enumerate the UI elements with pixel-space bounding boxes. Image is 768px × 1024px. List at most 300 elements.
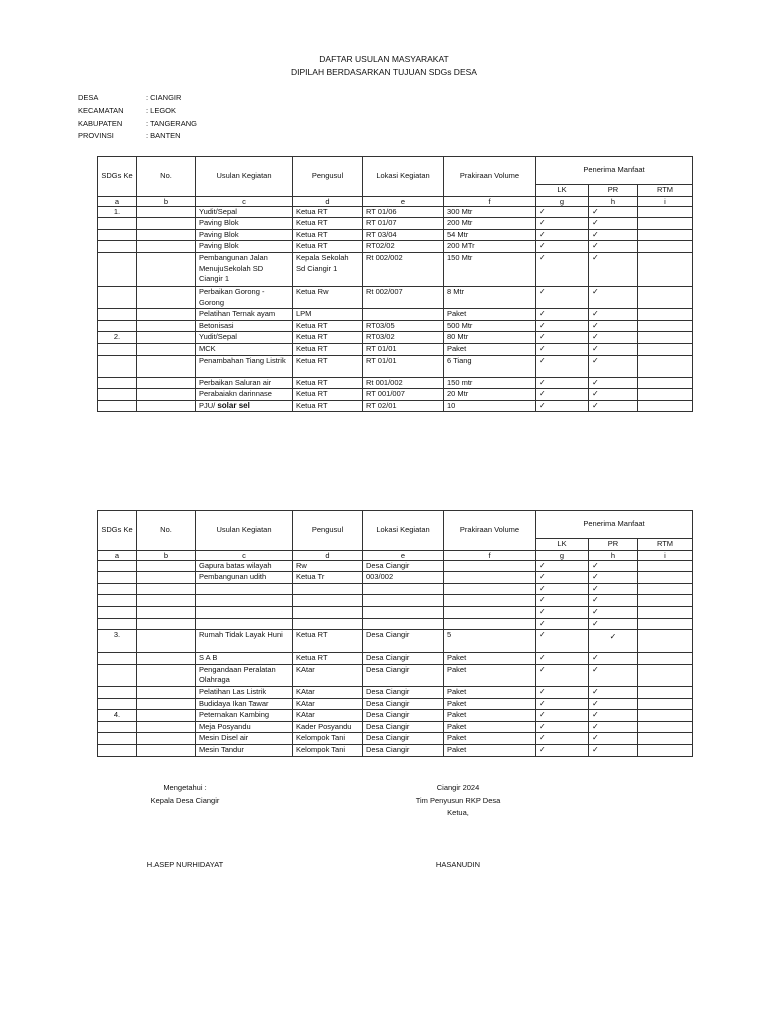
check-mark-icon: ✓: [592, 606, 599, 616]
pr-cell: [589, 389, 638, 401]
lokasi-cell: Desa Ciangir: [363, 744, 444, 756]
check-mark-icon: ✓: [539, 664, 546, 674]
sdgs-cell: 4.: [98, 710, 137, 722]
check-mark-icon: ✓: [592, 744, 599, 754]
volume-cell: Paket: [444, 664, 536, 686]
usulan-cell: Paving Blok: [196, 229, 293, 241]
pr-cell: [589, 332, 638, 344]
header-volume: Prakiraan Volume: [444, 157, 536, 197]
document-subtitle: DIPILAH BERDASARKAN TUJUAN SDGs DESA: [291, 67, 477, 77]
sdgs-cell: [98, 664, 137, 686]
header-lk: LK: [536, 185, 589, 197]
no-cell: [137, 733, 196, 745]
rtm-cell: [638, 218, 693, 230]
letter-cell: g: [536, 550, 589, 560]
check-mark-icon: ✓: [592, 343, 599, 353]
volume-cell: Paket: [444, 710, 536, 722]
pengusul-cell: Ketua RT: [293, 389, 363, 401]
rtm-cell: [638, 206, 693, 218]
letter-cell: b: [137, 550, 196, 560]
lk-cell: [536, 355, 589, 377]
pengusul-cell: Ketua RT: [293, 355, 363, 377]
no-cell: [137, 721, 196, 733]
volume-cell: [444, 618, 536, 630]
volume-cell: 10: [444, 400, 536, 412]
sdgs-cell: [98, 733, 137, 745]
header-pengusul: Pengusul: [293, 157, 363, 197]
rtm-cell: [638, 252, 693, 286]
lokasi-cell: RT 01/01: [363, 355, 444, 377]
letter-cell: g: [536, 196, 589, 206]
lk-cell: [536, 618, 589, 630]
header-no: No.: [137, 511, 196, 551]
letter-cell: c: [196, 550, 293, 560]
pengusul-cell: [293, 618, 363, 630]
pengusul-cell: Ketua RT: [293, 320, 363, 332]
lk-cell: [536, 400, 589, 412]
check-mark-icon: ✓: [592, 698, 599, 708]
header-rtm: RTM: [638, 539, 693, 551]
check-mark-icon: ✓: [592, 710, 599, 720]
table-row: [98, 686, 693, 698]
document-title: DAFTAR USULAN MASYARAKAT: [319, 54, 449, 64]
rtm-cell: [638, 698, 693, 710]
lk-cell: [536, 698, 589, 710]
lk-cell: [536, 686, 589, 698]
table-row: [98, 355, 693, 377]
table-row: [98, 583, 693, 595]
check-mark-icon: ✓: [592, 560, 599, 570]
usulan-cell: Rumah Tidak Layak Huni: [196, 630, 293, 653]
check-mark-icon: ✓: [539, 686, 546, 696]
pengusul-cell: Kepala Sekolah Sd Ciangir 1: [293, 252, 363, 286]
pr-cell: [589, 686, 638, 698]
pr-cell: [589, 377, 638, 389]
volume-cell: Paket: [444, 698, 536, 710]
usulan-cell: Perbaikan Saluran air: [196, 377, 293, 389]
pengusul-cell: [293, 606, 363, 618]
sdgs-cell: [98, 229, 137, 241]
lk-cell: [536, 252, 589, 286]
header-pengusul: Pengusul: [293, 511, 363, 551]
volume-cell: 150 Mtr: [444, 252, 536, 286]
lokasi-cell: [363, 595, 444, 607]
volume-cell: Paket: [444, 733, 536, 745]
check-mark-icon: ✓: [539, 653, 546, 663]
rtm-cell: [638, 286, 693, 308]
rtm-cell: [638, 355, 693, 377]
check-mark-icon: ✓: [592, 377, 599, 387]
signature-right-line1: Ciangir 2024: [436, 783, 480, 792]
volume-cell: 150 mtr: [444, 377, 536, 389]
info-desa: [78, 92, 197, 105]
info-label: KECAMATAN: [78, 105, 124, 115]
sdgs-cell: 1.: [98, 206, 137, 218]
usulan-cell: [196, 606, 293, 618]
usulan-cell: Gapura batas wilayah: [196, 560, 293, 572]
rtm-cell: [638, 332, 693, 344]
pr-cell: [589, 653, 638, 665]
pr-cell: [589, 664, 638, 686]
sdgs-cell: [98, 309, 137, 321]
table-row: [98, 630, 693, 653]
lokasi-cell: Desa Ciangir: [363, 653, 444, 665]
check-mark-icon: ✓: [539, 252, 546, 262]
table-row: [98, 206, 693, 218]
lokasi-cell: Desa Ciangir: [363, 664, 444, 686]
letter-cell: a: [98, 196, 137, 206]
volume-cell: Paket: [444, 309, 536, 321]
rtm-cell: [638, 630, 693, 653]
lokasi-cell: RT 02/01: [363, 400, 444, 412]
no-cell: [137, 355, 196, 377]
volume-cell: Paket: [444, 343, 536, 355]
lk-cell: [536, 744, 589, 756]
rtm-cell: [638, 744, 693, 756]
check-mark-icon: ✓: [592, 618, 599, 628]
lokasi-cell: RT 01/06: [363, 206, 444, 218]
check-mark-icon: ✓: [539, 309, 546, 319]
pengusul-cell: Ketua RT: [293, 218, 363, 230]
no-cell: [137, 606, 196, 618]
volume-cell: 5: [444, 630, 536, 653]
table-row: [98, 400, 693, 412]
lk-cell: [536, 286, 589, 308]
lk-cell: [536, 572, 589, 584]
check-mark-icon: ✓: [592, 332, 599, 342]
pr-cell: [589, 710, 638, 722]
letter-cell: i: [638, 550, 693, 560]
pengusul-cell: Ketua RT: [293, 332, 363, 344]
check-mark-icon: ✓: [539, 320, 546, 330]
lk-cell: [536, 332, 589, 344]
rtm-cell: [638, 733, 693, 745]
rtm-cell: [638, 606, 693, 618]
sdgs-cell: [98, 389, 137, 401]
sdgs-cell: [98, 653, 137, 665]
table-row: [98, 618, 693, 630]
usulan-cell: [196, 595, 293, 607]
pengusul-cell: Ketua RT: [293, 206, 363, 218]
lk-cell: [536, 241, 589, 253]
sdgs-cell: [98, 606, 137, 618]
no-cell: [137, 710, 196, 722]
lk-cell: [536, 721, 589, 733]
pengusul-cell: Ketua RT: [293, 241, 363, 253]
usulan-cell: Mesin Disel air: [196, 733, 293, 745]
volume-cell: 8 Mtr: [444, 286, 536, 308]
pengusul-cell: [293, 595, 363, 607]
signature-right: [395, 782, 521, 820]
table-row: [98, 332, 693, 344]
pr-cell: [589, 606, 638, 618]
pr-cell: [589, 206, 638, 218]
check-mark-icon: ✓: [592, 686, 599, 696]
rtm-cell: [638, 721, 693, 733]
pr-cell: [589, 309, 638, 321]
table-row: [98, 733, 693, 745]
no-cell: [137, 343, 196, 355]
letter-cell: f: [444, 550, 536, 560]
volume-cell: Paket: [444, 744, 536, 756]
sdgs-cell: [98, 560, 137, 572]
rtm-cell: [638, 241, 693, 253]
letter-cell: d: [293, 196, 363, 206]
signature-right-name: HASANUDIN: [435, 860, 481, 869]
letter-cell: h: [589, 550, 638, 560]
pr-cell: [589, 595, 638, 607]
lk-cell: [536, 606, 589, 618]
lokasi-cell: 003/002: [363, 572, 444, 584]
check-mark-icon: ✓: [592, 241, 599, 251]
check-mark-icon: ✓: [592, 355, 599, 365]
usulan-cell: Mesin Tandur: [196, 744, 293, 756]
check-mark-icon: ✓: [539, 630, 546, 640]
pr-cell: [589, 572, 638, 584]
no-cell: [137, 686, 196, 698]
rtm-cell: [638, 664, 693, 686]
rtm-cell: [638, 309, 693, 321]
lk-cell: [536, 560, 589, 572]
header-sdgs: SDGs Ke: [98, 511, 137, 551]
usulan-bold: solar sel: [217, 400, 250, 410]
volume-cell: [444, 606, 536, 618]
check-mark-icon: ✓: [539, 241, 546, 251]
check-mark-icon: ✓: [592, 583, 599, 593]
lokasi-cell: RT02/02: [363, 241, 444, 253]
sdgs-cell: 2.: [98, 332, 137, 344]
info-label: PROVINSI: [78, 131, 114, 141]
usulan-cell: [196, 618, 293, 630]
info-kabupaten: [78, 118, 197, 131]
no-cell: [137, 572, 196, 584]
letter-cell: c: [196, 196, 293, 206]
check-mark-icon: ✓: [592, 653, 599, 663]
check-mark-icon: ✓: [539, 744, 546, 754]
rtm-cell: [638, 710, 693, 722]
table-row: [98, 664, 693, 686]
usulan-cell: [196, 400, 293, 412]
pr-cell: [589, 355, 638, 377]
no-cell: [137, 560, 196, 572]
no-cell: [137, 664, 196, 686]
rtm-cell: [638, 400, 693, 412]
check-mark-icon: ✓: [592, 389, 599, 399]
no-cell: [137, 320, 196, 332]
lk-cell: [536, 320, 589, 332]
lk-cell: [536, 389, 589, 401]
check-mark-icon: ✓: [539, 400, 546, 410]
usulan-cell: Pengandaan Peralatan Olahraga: [196, 664, 293, 686]
pengusul-cell: KAtar: [293, 664, 363, 686]
table-row: [98, 744, 693, 756]
table-row: [98, 241, 693, 253]
header-pr: PR: [589, 539, 638, 551]
sdgs-cell: [98, 583, 137, 595]
check-mark-icon: ✓: [539, 343, 546, 353]
lk-cell: [536, 733, 589, 745]
letter-cell: f: [444, 196, 536, 206]
rtm-cell: [638, 560, 693, 572]
lk-cell: [536, 377, 589, 389]
sdgs-cell: [98, 252, 137, 286]
check-mark-icon: ✓: [592, 309, 599, 319]
volume-cell: Paket: [444, 721, 536, 733]
check-mark-icon: ✓: [539, 572, 546, 582]
volume-cell: Paket: [444, 686, 536, 698]
pengusul-cell: KAtar: [293, 710, 363, 722]
pengusul-cell: KAtar: [293, 698, 363, 710]
letter-cell: i: [638, 196, 693, 206]
no-cell: [137, 630, 196, 653]
usulan-prefix: PJU/: [199, 400, 218, 410]
no-cell: [137, 583, 196, 595]
volume-cell: [444, 583, 536, 595]
table-row: [98, 377, 693, 389]
usulan-cell: Paving Blok: [196, 218, 293, 230]
lokasi-cell: Desa Ciangir: [363, 686, 444, 698]
lokasi-cell: Desa Ciangir: [363, 630, 444, 653]
table-row: [98, 606, 693, 618]
usulan-cell: Perabaiakn darinnase: [196, 389, 293, 401]
no-cell: [137, 653, 196, 665]
table-row: [98, 572, 693, 584]
pr-cell: [589, 733, 638, 745]
check-mark-icon: ✓: [539, 218, 546, 228]
lokasi-cell: Rt 002/002: [363, 252, 444, 286]
lokasi-cell: Desa Ciangir: [363, 698, 444, 710]
volume-cell: 80 Mtr: [444, 332, 536, 344]
usulan-cell: Yudit/Sepal: [196, 332, 293, 344]
check-mark-icon: ✓: [539, 618, 546, 628]
pr-cell: [589, 320, 638, 332]
no-cell: [137, 252, 196, 286]
check-mark-icon: ✓: [539, 710, 546, 720]
sdgs-cell: [98, 744, 137, 756]
pengusul-cell: Kader Posyandu: [293, 721, 363, 733]
check-mark-icon: ✓: [592, 733, 599, 743]
lokasi-cell: Desa Ciangir: [363, 710, 444, 722]
info-value: : CIANGIR: [146, 93, 182, 102]
sdgs-cell: [98, 572, 137, 584]
no-cell: [137, 332, 196, 344]
check-mark-icon: ✓: [539, 229, 546, 239]
rtm-cell: [638, 572, 693, 584]
rtm-cell: [638, 343, 693, 355]
lokasi-cell: [363, 583, 444, 595]
lk-cell: [536, 206, 589, 218]
header-penerima: Penerima Manfaat: [536, 511, 693, 539]
sdgs-cell: [98, 400, 137, 412]
volume-cell: [444, 595, 536, 607]
check-mark-icon: ✓: [592, 572, 599, 582]
usulan-cell: S A B: [196, 653, 293, 665]
signature-right-line3: Ketua,: [447, 808, 469, 817]
signature-left: [130, 782, 240, 807]
table-row: [98, 653, 693, 665]
signature-left-name: H.ASEP NURHIDAYAT: [146, 860, 224, 869]
pr-cell: [589, 583, 638, 595]
pr-cell: [589, 744, 638, 756]
pr-cell: [589, 343, 638, 355]
check-mark-icon: ✓: [539, 286, 546, 296]
usulan-cell: Betonisasi: [196, 320, 293, 332]
table-row: [98, 595, 693, 607]
table-row: [98, 320, 693, 332]
lk-cell: [536, 229, 589, 241]
pengusul-cell: LPM: [293, 309, 363, 321]
header-usulan: Usulan Kegiatan: [196, 157, 293, 197]
usulan-cell: Paving Blok: [196, 241, 293, 253]
no-cell: [137, 286, 196, 308]
no-cell: [137, 229, 196, 241]
rtm-cell: [638, 653, 693, 665]
lk-cell: [536, 218, 589, 230]
usulan-cell: Yudit/Sepal: [196, 206, 293, 218]
rtm-cell: [638, 229, 693, 241]
header-lk: LK: [536, 539, 589, 551]
lk-cell: [536, 710, 589, 722]
info-provinsi: [78, 130, 197, 143]
lokasi-cell: Desa Ciangir: [363, 721, 444, 733]
no-cell: [137, 206, 196, 218]
pr-cell: [589, 252, 638, 286]
check-mark-icon: ✓: [609, 632, 617, 642]
check-mark-icon: ✓: [592, 595, 599, 605]
info-value: : LEGOK: [146, 105, 177, 115]
pr-cell: [589, 618, 638, 630]
usulan-cell: [196, 583, 293, 595]
volume-cell: [444, 560, 536, 572]
usulan-cell: Pelatihan Ternak ayam: [196, 309, 293, 321]
pr-cell: [589, 286, 638, 308]
check-mark-icon: ✓: [592, 320, 599, 330]
header-rtm: RTM: [638, 185, 693, 197]
sdgs-cell: [98, 721, 137, 733]
sdgs-cell: [98, 618, 137, 630]
lk-cell: [536, 595, 589, 607]
usulan-cell: Budidaya Ikan Tawar: [196, 698, 293, 710]
check-mark-icon: ✓: [539, 560, 546, 570]
usulan-cell: Perbaikan Gorong - Gorong: [196, 286, 293, 308]
table-row: [98, 721, 693, 733]
rtm-cell: [638, 595, 693, 607]
check-mark-icon: ✓: [592, 664, 599, 674]
table-row: [98, 309, 693, 321]
pengusul-cell: Rw: [293, 560, 363, 572]
check-mark-icon: ✓: [539, 583, 546, 593]
lk-cell: [536, 343, 589, 355]
lk-cell: [536, 653, 589, 665]
letter-cell: e: [363, 196, 444, 206]
proposal-table-1: [97, 156, 693, 412]
sdgs-cell: [98, 320, 137, 332]
pengusul-cell: Ketua RT: [293, 343, 363, 355]
check-mark-icon: ✓: [539, 595, 546, 605]
lokasi-cell: [363, 606, 444, 618]
usulan-cell: Pembangunan udith: [196, 572, 293, 584]
pr-cell: [589, 560, 638, 572]
sdgs-cell: [98, 377, 137, 389]
table-row: [98, 698, 693, 710]
signature-left-line1: Mengetahui :: [163, 783, 207, 792]
signature-left-line2: Kepala Desa Ciangir: [150, 795, 220, 805]
no-cell: [137, 377, 196, 389]
header-lokasi: Lokasi Kegiatan: [363, 157, 444, 197]
lk-cell: [536, 664, 589, 686]
lokasi-cell: Desa Ciangir: [363, 560, 444, 572]
pengusul-cell: Kelompok Tani: [293, 744, 363, 756]
